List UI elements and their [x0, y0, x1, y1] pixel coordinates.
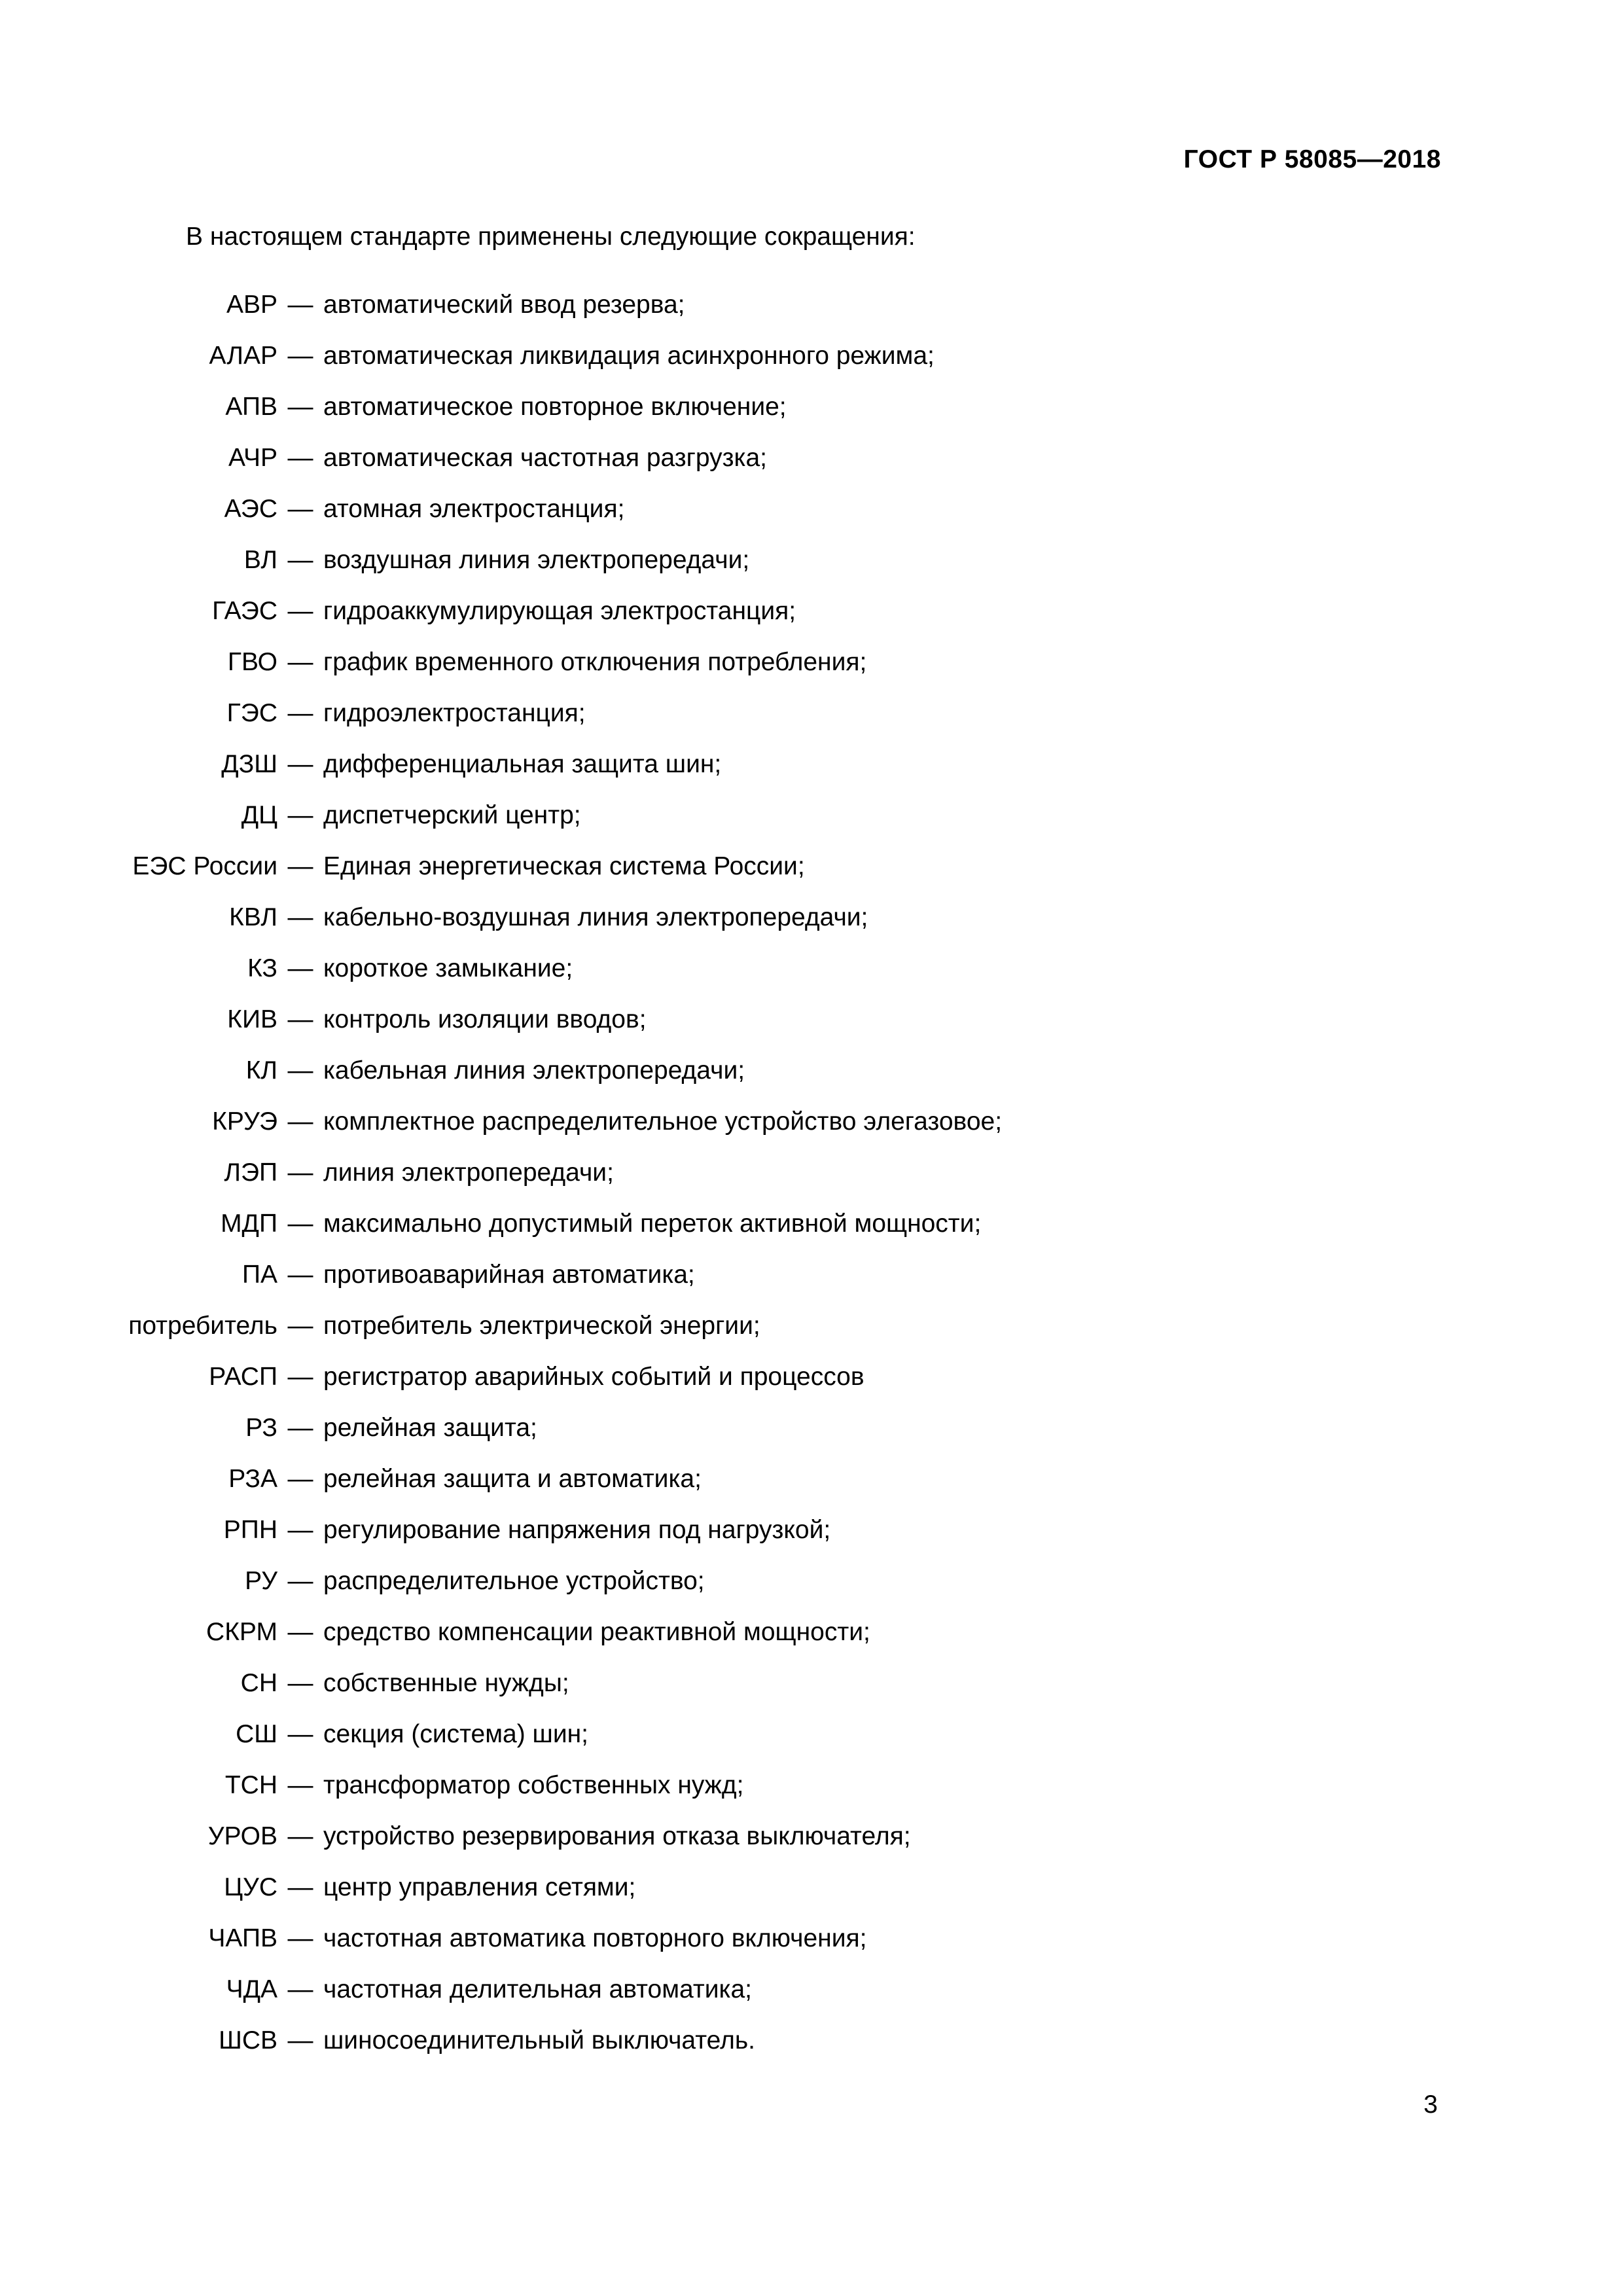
abbreviation-row — [0, 492, 1623, 543]
separator-dash: — — [287, 750, 313, 778]
abbreviation-row — [0, 1360, 1623, 1411]
intro-paragraph: В настоящем стандарте применены следующие сокращения: — [186, 223, 916, 251]
abbreviation-row — [0, 1411, 1623, 1462]
abbreviation-row — [0, 1666, 1623, 1717]
separator-dash: — — [287, 1822, 313, 1850]
abbreviation-term: АЭС — [224, 495, 277, 523]
abbreviation-definition: кабельно-воздушная линия электропередачи; — [323, 903, 868, 931]
abbreviation-definition: секция (система) шин; — [323, 1720, 588, 1748]
abbreviation-row — [0, 390, 1623, 441]
abbreviation-term: РУ — [245, 1567, 277, 1595]
separator-dash: — — [287, 954, 313, 982]
separator-dash: — — [287, 1873, 313, 1901]
abbreviation-term: ПА — [241, 1261, 277, 1289]
abbreviation-term: ТСН — [224, 1771, 277, 1799]
separator-dash: — — [287, 1005, 313, 1033]
abbreviation-definition: контроль изоляции вводов; — [323, 1005, 647, 1033]
abbreviation-row — [0, 1768, 1623, 1820]
separator-dash: — — [287, 852, 313, 880]
abbreviation-definition: средство компенсации реактивной мощности; — [323, 1618, 870, 1646]
separator-dash: — — [287, 1107, 313, 1136]
abbreviation-row — [0, 543, 1623, 594]
abbreviation-definition: кабельная линия электропередачи; — [323, 1056, 745, 1085]
abbreviation-row — [0, 1973, 1623, 2024]
abbreviation-definition: воздушная линия электропередачи; — [323, 546, 750, 574]
abbreviation-row — [0, 696, 1623, 747]
separator-dash: — — [287, 342, 313, 370]
separator-dash: — — [287, 1720, 313, 1748]
abbreviation-definition: гидроаккумулирующая электростанция; — [323, 597, 796, 625]
abbreviation-term: АЧР — [228, 444, 277, 472]
abbreviation-list — [0, 288, 1623, 2075]
separator-dash: — — [287, 1210, 313, 1238]
abbreviation-term: ДЦ — [241, 801, 277, 829]
abbreviation-definition: регистратор аварийных событий и процессов — [323, 1363, 865, 1391]
abbreviation-definition: линия электропередачи; — [323, 1158, 614, 1187]
abbreviation-definition: частотная делительная автоматика; — [323, 1975, 752, 2003]
abbreviation-definition: атомная электростанция; — [323, 495, 625, 523]
document-header: ГОСТ Р 58085—2018 — [1183, 145, 1441, 173]
separator-dash: — — [287, 1771, 313, 1799]
abbreviation-row — [0, 1564, 1623, 1615]
abbreviation-term: КВЛ — [229, 903, 277, 931]
separator-dash: — — [287, 1056, 313, 1085]
abbreviation-definition: комплектное распределительное устройство элегазовое; — [323, 1107, 1003, 1136]
abbreviation-term: КИВ — [227, 1005, 277, 1033]
abbreviation-term: МДП — [221, 1210, 277, 1238]
abbreviation-term: ЛЭП — [224, 1158, 277, 1187]
abbreviation-term: КРУЭ — [212, 1107, 277, 1136]
abbreviation-term: АПВ — [225, 393, 277, 421]
abbreviation-definition: гидроэлектростанция; — [323, 699, 586, 727]
abbreviation-row — [0, 1309, 1623, 1360]
separator-dash: — — [287, 903, 313, 931]
abbreviation-term: АВР — [226, 291, 277, 319]
abbreviation-term: УРОВ — [207, 1822, 277, 1850]
separator-dash: — — [287, 546, 313, 574]
abbreviation-definition: распределительное устройство; — [323, 1567, 705, 1595]
abbreviation-term: АЛАР — [209, 342, 277, 370]
abbreviation-term: потребитель — [128, 1312, 277, 1340]
separator-dash: — — [287, 1414, 313, 1442]
abbreviation-definition: собственные нужды; — [323, 1669, 569, 1697]
separator-dash: — — [287, 1618, 313, 1646]
abbreviation-definition: диспетчерский центр; — [323, 801, 581, 829]
separator-dash: — — [287, 291, 313, 319]
abbreviation-term: РЗ — [245, 1414, 277, 1442]
abbreviation-row — [0, 339, 1623, 390]
abbreviation-definition: противоаварийная автоматика; — [323, 1261, 695, 1289]
abbreviation-row — [0, 1717, 1623, 1768]
page-number: 3 — [1423, 2090, 1438, 2119]
abbreviation-definition: короткое замыкание; — [323, 954, 573, 982]
separator-dash: — — [287, 393, 313, 421]
separator-dash: — — [287, 1261, 313, 1289]
separator-dash: — — [287, 1363, 313, 1391]
abbreviation-term: ШСВ — [219, 2026, 277, 2054]
abbreviation-term: ЧДА — [226, 1975, 277, 2003]
abbreviation-row — [0, 1615, 1623, 1666]
separator-dash: — — [287, 1975, 313, 2003]
separator-dash: — — [287, 1669, 313, 1697]
abbreviation-definition: автоматическая ликвидация асинхронного режима; — [323, 342, 935, 370]
separator-dash: — — [287, 2026, 313, 2054]
abbreviation-row — [0, 798, 1623, 850]
separator-dash: — — [287, 801, 313, 829]
abbreviation-term: РЗА — [228, 1465, 277, 1493]
separator-dash: — — [287, 444, 313, 472]
abbreviation-row — [0, 1003, 1623, 1054]
abbreviation-row — [0, 594, 1623, 645]
abbreviation-row — [0, 1156, 1623, 1207]
abbreviation-row — [0, 1922, 1623, 1973]
abbreviation-row — [0, 1871, 1623, 1922]
abbreviation-definition: график временного отключения потребления; — [323, 648, 867, 676]
abbreviation-term: ГВО — [227, 648, 277, 676]
abbreviation-definition: автоматическое повторное включение; — [323, 393, 787, 421]
abbreviation-term: ЦУС — [224, 1873, 277, 1901]
abbreviation-row — [0, 1105, 1623, 1156]
abbreviation-definition: максимально допустимый переток активной мощности; — [323, 1210, 982, 1238]
abbreviation-definition: потребитель электрической энергии; — [323, 1312, 760, 1340]
abbreviation-definition: шиносоединительный выключатель. — [323, 2026, 755, 2054]
abbreviation-term: РПН — [223, 1516, 277, 1544]
separator-dash: — — [287, 648, 313, 676]
abbreviation-term: ГАЭС — [212, 597, 277, 625]
separator-dash: — — [287, 1924, 313, 1952]
abbreviation-row — [0, 952, 1623, 1003]
abbreviation-definition: релейная защита и автоматика; — [323, 1465, 702, 1493]
abbreviation-row — [0, 1462, 1623, 1513]
abbreviation-row — [0, 288, 1623, 339]
abbreviation-term: КЛ — [245, 1056, 277, 1085]
separator-dash: — — [287, 1516, 313, 1544]
abbreviation-term: ДЗШ — [221, 750, 277, 778]
abbreviation-row — [0, 1258, 1623, 1309]
abbreviation-row — [0, 645, 1623, 696]
abbreviation-row — [0, 1513, 1623, 1564]
abbreviation-row — [0, 850, 1623, 901]
abbreviation-term: СШ — [236, 1720, 277, 1748]
abbreviation-term: КЗ — [247, 954, 277, 982]
abbreviation-row — [0, 1207, 1623, 1258]
abbreviation-definition: центр управления сетями; — [323, 1873, 636, 1901]
separator-dash: — — [287, 1465, 313, 1493]
abbreviation-definition: автоматический ввод резерва; — [323, 291, 685, 319]
separator-dash: — — [287, 495, 313, 523]
abbreviation-row — [0, 747, 1623, 798]
abbreviation-row — [0, 1820, 1623, 1871]
abbreviation-definition: Единая энергетическая система России; — [323, 852, 805, 880]
abbreviation-definition: автоматическая частотная разгрузка; — [323, 444, 767, 472]
separator-dash: — — [287, 1312, 313, 1340]
abbreviation-term: ВЛ — [243, 546, 277, 574]
abbreviation-term: ГЭС — [226, 699, 277, 727]
abbreviation-term: СКРМ — [206, 1618, 277, 1646]
separator-dash: — — [287, 699, 313, 727]
abbreviation-definition: частотная автоматика повторного включения; — [323, 1924, 867, 1952]
separator-dash: — — [287, 1567, 313, 1595]
abbreviation-term: РАСП — [209, 1363, 277, 1391]
abbreviation-definition: трансформатор собственных нужд; — [323, 1771, 744, 1799]
abbreviation-definition: дифференциальная защита шин; — [323, 750, 722, 778]
abbreviation-definition: релейная защита; — [323, 1414, 537, 1442]
abbreviation-definition: устройство резервирования отказа выключателя; — [323, 1822, 911, 1850]
separator-dash: — — [287, 597, 313, 625]
abbreviation-row — [0, 441, 1623, 492]
abbreviation-term: СН — [240, 1669, 277, 1697]
separator-dash: — — [287, 1158, 313, 1187]
abbreviation-term: ЕЭС России — [132, 852, 277, 880]
abbreviation-row — [0, 2024, 1623, 2075]
abbreviation-definition: регулирование напряжения под нагрузкой; — [323, 1516, 831, 1544]
abbreviation-term: ЧАПВ — [208, 1924, 277, 1952]
abbreviation-row — [0, 901, 1623, 952]
abbreviation-row — [0, 1054, 1623, 1105]
